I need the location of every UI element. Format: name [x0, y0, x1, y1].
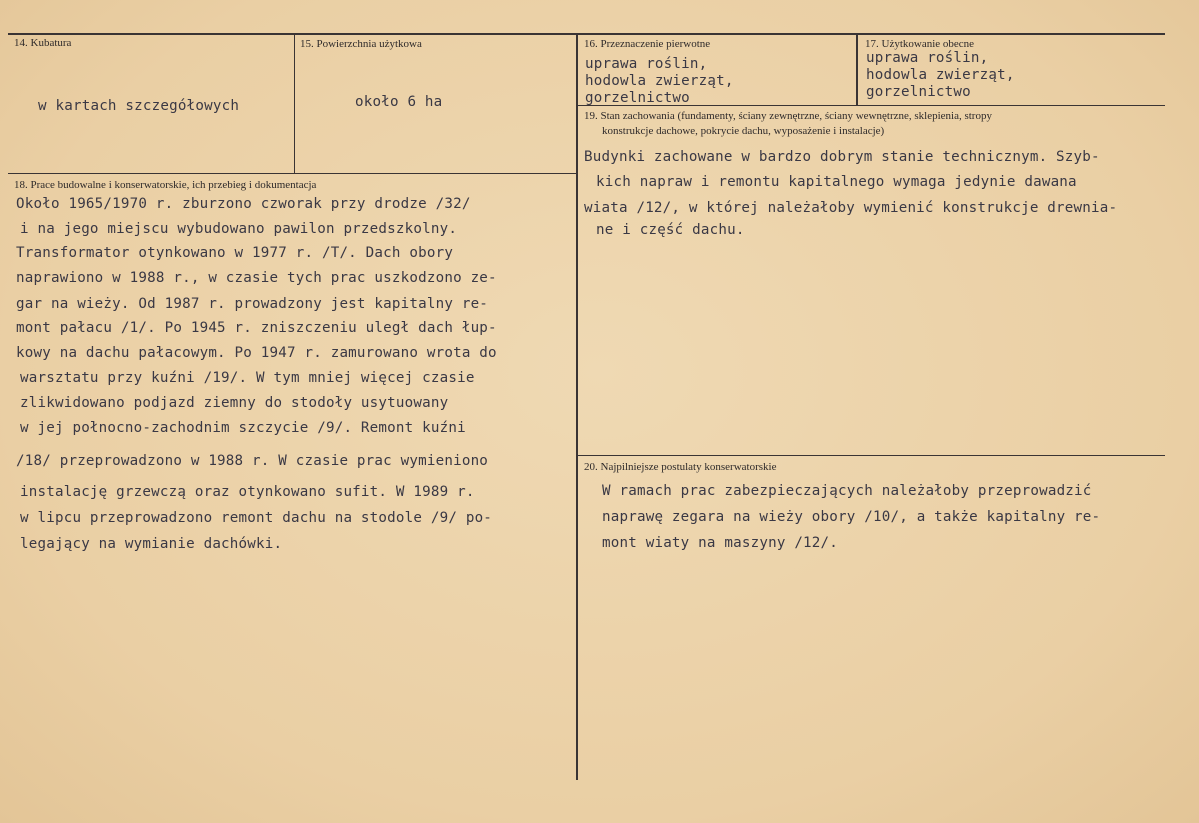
field-18-line: gar na wieży. Od 1987 r. prowadzony jest kapitalny re- — [16, 296, 489, 312]
field-18-line: warsztatu przy kuźni /19/. W tym mniej więcej czasie — [20, 370, 475, 386]
field-20-line: naprawę zegara na wieży obory /10/, a także kapitalny re- — [602, 509, 1101, 525]
field-18-line: instalację grzewczą oraz otynkowano sufit. W 1989 r. — [20, 484, 475, 500]
field-18-line: i na jego miejscu wybudowano pawilon przedszkolny. — [20, 221, 458, 237]
field-19-line: wiata /12/, w której należałoby wymienić konstrukcje drewnia- — [584, 200, 1118, 216]
field-18-line: kowy na dachu pałacowym. Po 1947 r. zamurowano wrota do — [16, 345, 497, 361]
field-17-line: gorzelnictwo — [866, 84, 971, 100]
field-18-line: zlikwidowano podjazd ziemny do stodoły usytuowany — [20, 395, 449, 411]
field-19-line: ne i część dachu. — [596, 222, 745, 238]
field-20-label: 20. Najpilniejsze postulaty konserwatorskie — [584, 461, 777, 473]
field-16-label: 16. Przeznaczenie pierwotne — [584, 38, 711, 50]
field-18-label: 18. Prace budowalne i konserwatorskie, ich przebieg i dokumentacja — [14, 179, 317, 191]
field-18-line: mont pałacu /1/. Po 1945 r. zniszczeniu uległ dach łup- — [16, 320, 497, 336]
field-18-line: Około 1965/1970 r. zburzono czworak przy drodze /32/ — [16, 196, 471, 212]
field-14-value: w kartach szczegółowych — [38, 98, 240, 114]
rule-above-20 — [576, 455, 1165, 456]
field-18-line: w lipcu przeprowadzono remont dachu na stodole /9/ po- — [20, 510, 493, 526]
field-14-label: 14. Kubatura — [14, 37, 72, 49]
field-17-label: 17. Użytkowanie obecne — [865, 38, 975, 50]
field-16-line: gorzelnictwo — [585, 90, 690, 106]
field-19-label: 19. Stan zachowania (fundamenty, ściany zewnętrzne, ściany wewnętrzne, sklepienia, stropy — [584, 110, 992, 122]
field-17-line: uprawa roślin, — [866, 50, 989, 66]
divider-14-15 — [294, 34, 295, 174]
field-18-line: naprawiono w 1988 r., w czasie tych prac uszkodzono ze- — [16, 270, 497, 286]
field-15-value: około 6 ha — [355, 94, 443, 110]
field-19-line: Budynki zachowane w bardzo dobrym stanie technicznym. Szyb- — [584, 149, 1100, 165]
field-15-label: 15. Powierzchnia użytkowa — [300, 38, 422, 50]
field-16-line: hodowla zwierząt, — [585, 73, 734, 89]
field-20-line: mont wiaty na maszyny /12/. — [602, 535, 839, 551]
field-18-line: w jej połnocno-zachodnim szczycie /9/. Remont kuźni — [20, 420, 466, 436]
field-19-label: konstrukcje dachowe, pokrycie dachu, wyposażenie i instalacje) — [602, 125, 885, 137]
field-18-line: /18/ przeprowadzono w 1988 r. W czasie prac wymieniono — [16, 453, 489, 469]
field-20-line: W ramach prac zabezpieczających należałoby przeprowadzić — [602, 483, 1092, 499]
divider-16-17 — [856, 34, 858, 106]
top-rule — [8, 33, 1165, 35]
field-18-line: legający na wymianie dachówki. — [20, 536, 283, 552]
center-divider — [576, 34, 578, 780]
field-17-line: hodowla zwierząt, — [866, 67, 1015, 83]
field-19-line: kich napraw i remontu kapitalnego wymaga jedynie dawana — [596, 174, 1077, 190]
rule-under-14-15 — [8, 173, 577, 174]
field-18-line: Transformator otynkowano w 1977 r. /T/. Dach obory — [16, 245, 454, 261]
field-16-line: uprawa roślin, — [585, 56, 708, 72]
